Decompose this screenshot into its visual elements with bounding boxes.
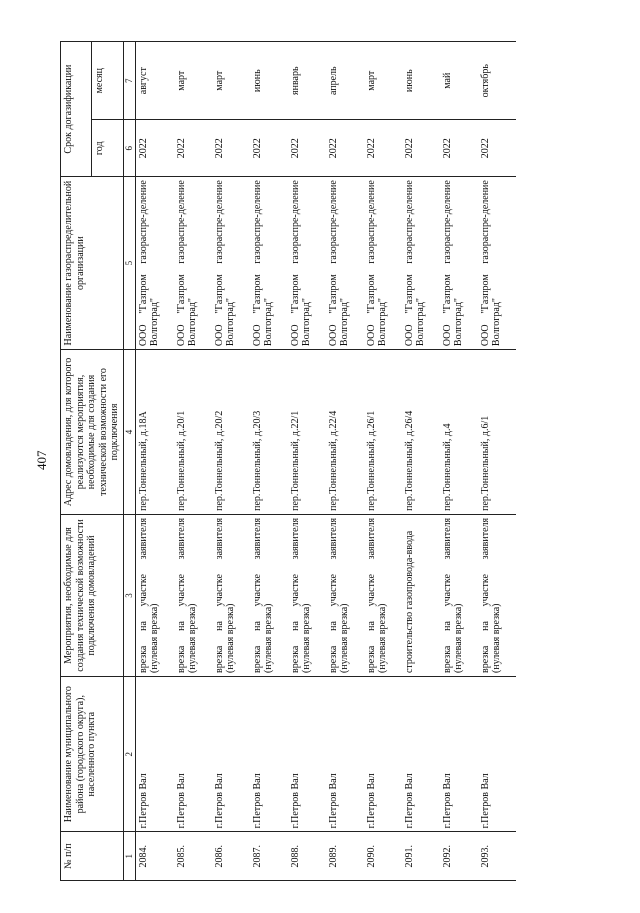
row-address: пер.Тоннельный, д.22/4	[326, 350, 364, 515]
table-row	[212, 42, 250, 881]
header-month: месяц	[92, 42, 123, 120]
row-measure: врезка на участке заявителя (нулевая врезка)	[250, 514, 288, 676]
row-org: ООО "Газпром газораспре-деление Волгоград"	[288, 177, 326, 350]
row-number: 2087.	[250, 832, 288, 881]
table-row	[326, 42, 364, 881]
table-row	[135, 42, 174, 881]
row-area: г.Петров Вал	[174, 677, 212, 832]
row-measure: врезка на участке заявителя (нулевая врезка)	[478, 514, 516, 676]
row-address: пер.Тоннельный, д.6/1	[478, 350, 516, 515]
row-measure: врезка на участке заявителя (нулевая врезка)	[174, 514, 212, 676]
header-term: Срок догазификации	[61, 42, 92, 177]
column-number-row	[123, 42, 135, 881]
row-org: ООО "Газпром газораспре-деление Волгоград"	[364, 177, 402, 350]
row-year: 2022	[212, 120, 250, 177]
row-year: 2022	[478, 120, 516, 177]
row-org: ООО "Газпром газораспре-деление Волгоград"	[326, 177, 364, 350]
row-number: 2092.	[440, 832, 478, 881]
row-address: пер.Тоннельный, д.26/1	[364, 350, 402, 515]
row-month: июнь	[402, 42, 440, 120]
row-address: пер.Тоннельный, д.20/3	[250, 350, 288, 515]
row-org: ООО "Газпром газораспре-деление Волгоград"	[135, 177, 174, 350]
row-org: ООО "Газпром газораспре-деление Волгоград"	[174, 177, 212, 350]
table-row	[250, 42, 288, 881]
table-row	[402, 42, 440, 881]
row-area: г.Петров Вал	[478, 677, 516, 832]
row-year: 2022	[440, 120, 478, 177]
row-year: 2022	[135, 120, 174, 177]
row-number: 2093.	[478, 832, 516, 881]
row-number: 2085.	[174, 832, 212, 881]
row-area: г.Петров Вал	[364, 677, 402, 832]
row-number: 2088.	[288, 832, 326, 881]
header-org: Наименование газораспределительной организации	[61, 177, 124, 350]
column-number: 6	[123, 120, 135, 177]
column-number: 1	[123, 832, 135, 881]
row-area: г.Петров Вал	[326, 677, 364, 832]
header-address: Адрес домовладения, для которого реализуются мероприятия, необходимые для создания технической возможности его подключения	[61, 350, 124, 515]
column-number: 7	[123, 42, 135, 120]
row-month: октябрь	[478, 42, 516, 120]
table-row	[440, 42, 478, 881]
row-year: 2022	[174, 120, 212, 177]
row-month: январь	[288, 42, 326, 120]
row-area: г.Петров Вал	[250, 677, 288, 832]
table-row	[478, 42, 516, 881]
row-org: ООО "Газпром газораспре-деление Волгоград"	[402, 177, 440, 350]
column-number: 5	[123, 177, 135, 350]
row-month: март	[174, 42, 212, 120]
row-year: 2022	[326, 120, 364, 177]
row-address: пер.Тоннельный, д.26/4	[402, 350, 440, 515]
row-measure: врезка на участке заявителя (нулевая врезка)	[288, 514, 326, 676]
row-month: июнь	[250, 42, 288, 120]
header-year: год	[92, 120, 123, 177]
row-area: г.Петров Вал	[402, 677, 440, 832]
row-number: 2089.	[326, 832, 364, 881]
row-month: март	[212, 42, 250, 120]
row-address: пер.Тоннельный, д.22/1	[288, 350, 326, 515]
row-area: г.Петров Вал	[440, 677, 478, 832]
row-month: май	[440, 42, 478, 120]
row-month: август	[135, 42, 174, 120]
row-month: апрель	[326, 42, 364, 120]
table-row	[174, 42, 212, 881]
column-number: 3	[123, 514, 135, 676]
row-measure: строительство газопровода-ввода	[402, 514, 440, 676]
table-body	[135, 42, 516, 881]
header-area: Наименование муниципального района (городского округа), населенного пункта	[61, 677, 124, 832]
row-year: 2022	[364, 120, 402, 177]
row-address: пер.Тоннельный, д.18А	[135, 350, 174, 515]
row-org: ООО "Газпром газораспре-деление Волгоград"	[478, 177, 516, 350]
table-row	[364, 42, 402, 881]
row-number: 2090.	[364, 832, 402, 881]
row-year: 2022	[402, 120, 440, 177]
table-row	[288, 42, 326, 881]
row-number: 2091.	[402, 832, 440, 881]
row-measure: врезка на участке заявителя (нулевая врезка)	[212, 514, 250, 676]
header-num: № п/п	[61, 832, 124, 881]
row-measure: врезка на участке заявителя (нулевая врезка)	[440, 514, 478, 676]
row-number: 2086.	[212, 832, 250, 881]
row-org: ООО "Газпром газораспре-деление Волгоград"	[212, 177, 250, 350]
header-measure: Мероприятия, необходимые для создания технической возможности подключения домовладений	[61, 514, 124, 676]
row-year: 2022	[288, 120, 326, 177]
row-org: ООО "Газпром газораспре-деление Волгоград"	[440, 177, 478, 350]
page-number: 407	[34, 450, 49, 470]
column-number: 4	[123, 350, 135, 515]
row-area: г.Петров Вал	[288, 677, 326, 832]
row-area: г.Петров Вал	[212, 677, 250, 832]
row-measure: врезка на участке заявителя (нулевая врезка)	[135, 514, 174, 676]
column-number: 2	[123, 677, 135, 832]
row-address: пер.Тоннельный, д.4	[440, 350, 478, 515]
gasification-table	[60, 41, 516, 881]
row-area: г.Петров Вал	[135, 677, 174, 832]
row-number: 2084.	[135, 832, 174, 881]
row-month: март	[364, 42, 402, 120]
row-org: ООО "Газпром газораспре-деление Волгоград"	[250, 177, 288, 350]
row-measure: врезка на участке заявителя (нулевая врезка)	[326, 514, 364, 676]
row-year: 2022	[250, 120, 288, 177]
row-measure: врезка на участке заявителя (нулевая врезка)	[364, 514, 402, 676]
row-address: пер.Тоннельный, д.20/2	[212, 350, 250, 515]
row-address: пер.Тоннельный, д.20/1	[174, 350, 212, 515]
